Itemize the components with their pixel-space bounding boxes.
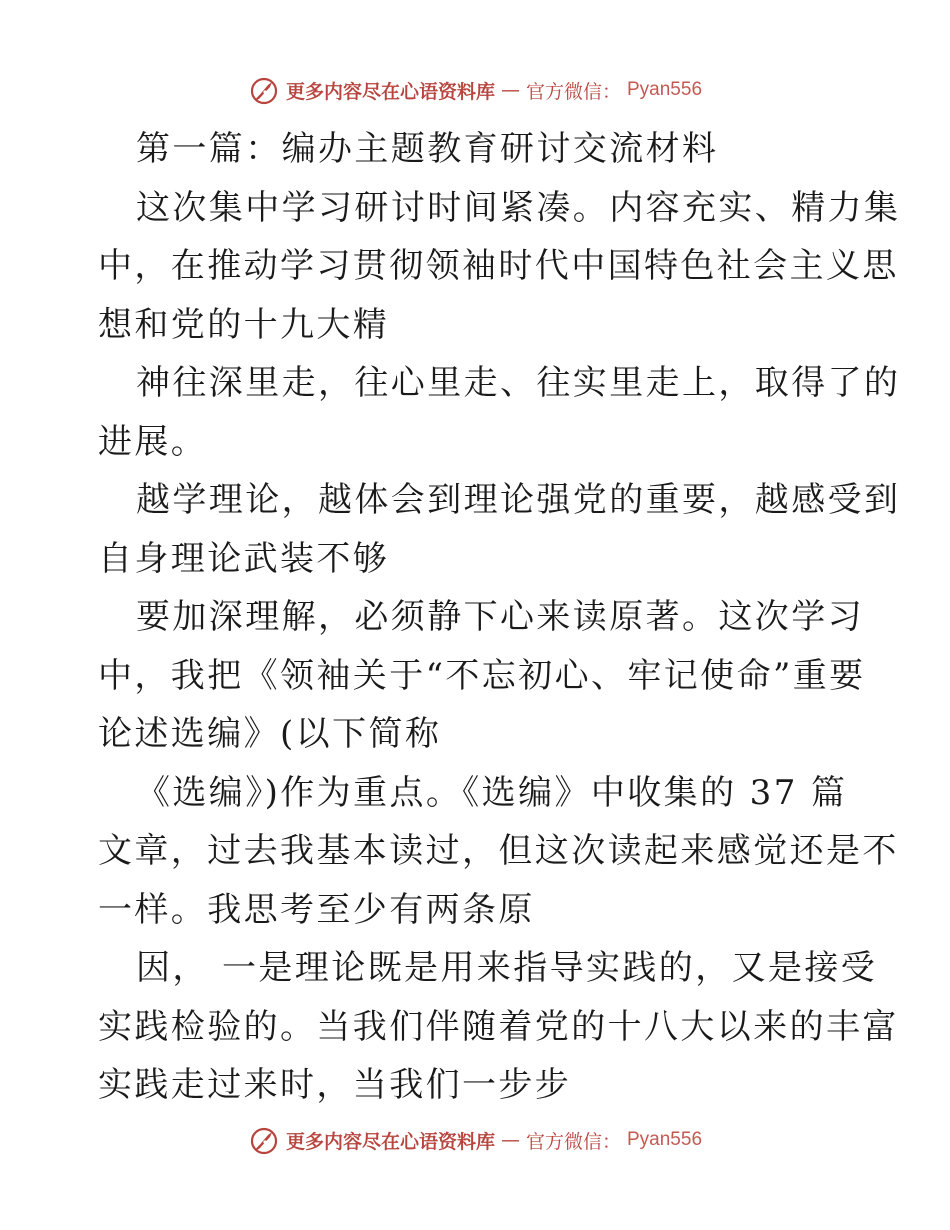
text-line: 一样。我思考至少有两条原 [98, 889, 535, 930]
text-line: 实践走过来时，当我们一步步 [98, 1065, 572, 1105]
wechat-label: 官方微信： [525, 1130, 621, 1153]
text-line: 实践检验的。当我们伴随着党的十八大以来的丰富 [98, 1006, 899, 1047]
quill-pen-logo-icon [248, 1124, 280, 1156]
text-line: 这次集中学习研讨时间紧凑。内容充实、精力集 [136, 187, 901, 228]
wechat-label: 官方微信： [525, 80, 621, 103]
banner-dash: — [500, 79, 520, 101]
banner-dash: — [500, 1129, 520, 1151]
header-banner [0, 70, 950, 110]
text-line: 中，在推动学习贯彻领袖时代中国特色社会主义思 [98, 246, 899, 286]
site-name-text: 更多内容尽在心语资料库 [285, 80, 495, 103]
text-line: 《选编》)作为重点。《选编》中收集的 37 篇 [136, 772, 848, 813]
text-line: 想和党的十九大精 [98, 304, 390, 345]
quill-pen-logo-icon [248, 74, 280, 106]
footer-banner [0, 1120, 950, 1160]
text-line: 越学理论，越体会到理论强党的重要，越感受到 [136, 480, 901, 520]
text-line: 中，我把《领袖关于“不忘初心、牢记使命”重要 [98, 655, 866, 696]
site-name-text: 更多内容尽在心语资料库 [285, 1130, 495, 1153]
text-line: 要加深理解，必须静下心来读原著。这次学习 [136, 597, 864, 637]
wechat-account: Pyan556 [627, 1129, 703, 1150]
text-line: 神往深里走，往心里走、往实里走上，取得了的 [136, 363, 901, 403]
text-line: 进展。 [98, 421, 208, 462]
text-line: 第一篇：编办主题教育研讨交流材料 [136, 129, 719, 169]
text-line: 因， 一是理论既是用来指导实践的，又是接受 [136, 948, 878, 988]
text-line: 论述选编》(以下简称 [98, 714, 442, 754]
text-line: 文章，过去我基本读过，但这次读起来感觉还是不 [98, 831, 899, 871]
text-line: 自身理论武装不够 [98, 538, 390, 579]
document-body [98, 120, 901, 1115]
wechat-account: Pyan556 [627, 79, 703, 100]
